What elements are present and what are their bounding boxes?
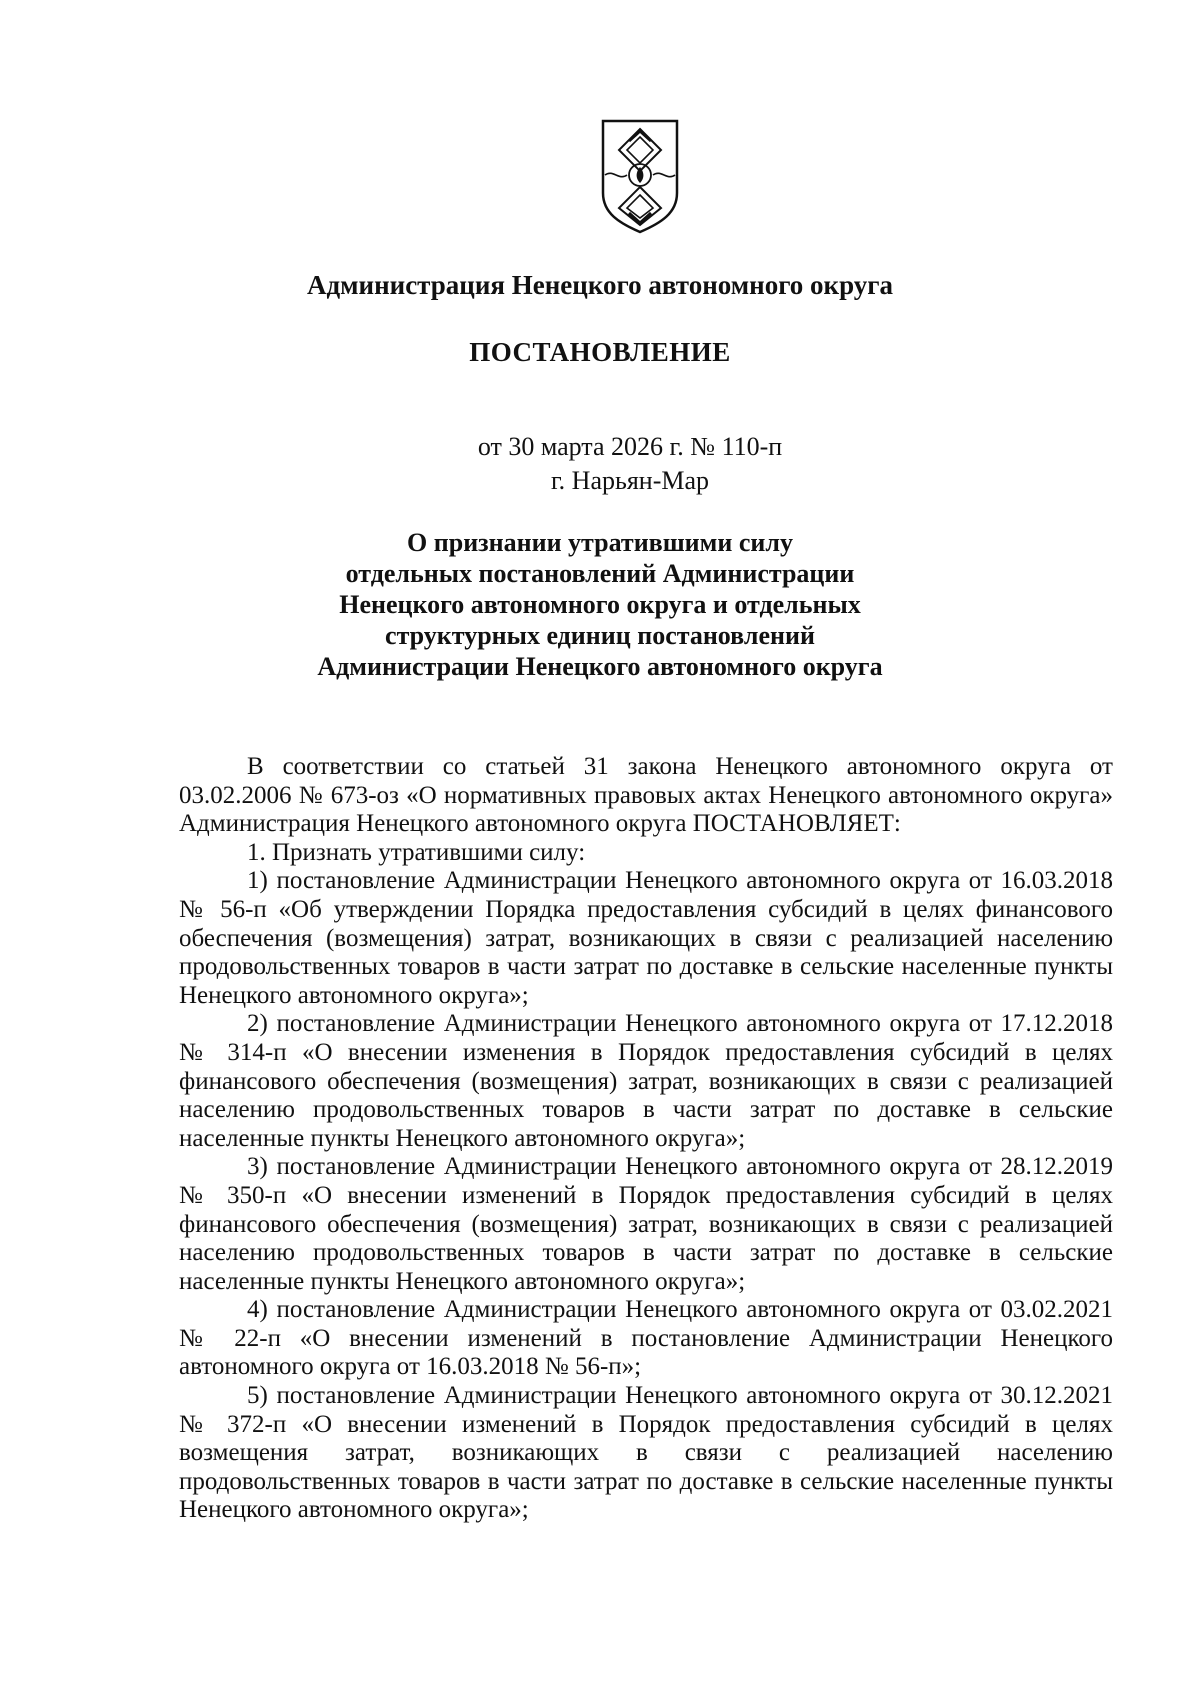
document-body: [179, 753, 1113, 1525]
title-line: О признании утратившими силу: [407, 528, 793, 557]
coat-of-arms-emblem: [599, 117, 681, 235]
document-title: [0, 527, 1200, 682]
list-item: 2) постановление Администрации Ненецкого автономного округа от 17.12.2018 № 314-п «О внесении изменения в Порядок предоставления субсидий в целях финансового обеспечения (возмещения) затрат, возникающих в связи с реализацией населению продовольственных товаров в части затрат по доставке в сельские населенные пункты Ненецкого автономного округа»;: [179, 1010, 1113, 1152]
preamble-paragraph: В соответствии со статьей 31 закона Ненецкого автономного округа от 03.02.2006 № 673-оз «О нормативных правовых актах Ненецкого автономного округа» Администрация Ненецкого автономного округа ПОСТАНОВЛЯЕТ:: [179, 753, 1113, 838]
document-type-heading: ПОСТАНОВЛЕНИЕ: [469, 337, 731, 367]
point-1: 1. Признать утратившими силу:: [247, 838, 586, 866]
list-item: 5) постановление Администрации Ненецкого автономного округа от 30.12.2021 № 372-п «О внесении изменений в Порядок предоставления субсидий в целях возмещения затрат, возникающих в связи с реализацией населению продовольственных товаров в части затрат по доставке в сельские населенные пункты Ненецкого автономного округа»;: [179, 1382, 1113, 1524]
title-line: отдельных постановлений Администрации: [345, 559, 855, 588]
issuing-authority: Администрация Ненецкого автономного округа: [306, 270, 894, 300]
title-line: Ненецкого автономного округа и отдельных: [339, 590, 861, 619]
date-and-number: от 30 марта 2026 г. № 110-п: [477, 432, 783, 461]
place-of-issue: г. Нарьян-Мар: [550, 466, 710, 495]
list-item: 1) постановление Администрации Ненецкого автономного округа от 16.03.2018 № 56-п «Об утверждении Порядка предоставления субсидий в целях финансового обеспечения (возмещения) затрат, возникающих в связи с реализацией населению продовольственных товаров в части затрат по доставке в сельские населенные пункты Ненецкого автономного округа»;: [179, 867, 1113, 1009]
title-line: структурных единиц постановлений: [385, 621, 815, 650]
list-item: 3) постановление Администрации Ненецкого автономного округа от 28.12.2019 № 350-п «О внесении изменений в Порядок предоставления субсидий в целях финансового обеспечения (возмещения) затрат, возникающих в связи с реализацией населению продовольственных товаров в части затрат по доставке в сельские населенные пункты Ненецкого автономного округа»;: [179, 1153, 1113, 1295]
title-line: Администрации Ненецкого автономного округа: [317, 652, 883, 681]
list-item: 4) постановление Администрации Ненецкого автономного округа от 03.02.2021 № 22-п «О внесении изменений в постановление Администрации Ненецкого автономного округа от 16.03.2018 № 56-п»;: [179, 1296, 1113, 1381]
date-number-block: [470, 430, 790, 498]
